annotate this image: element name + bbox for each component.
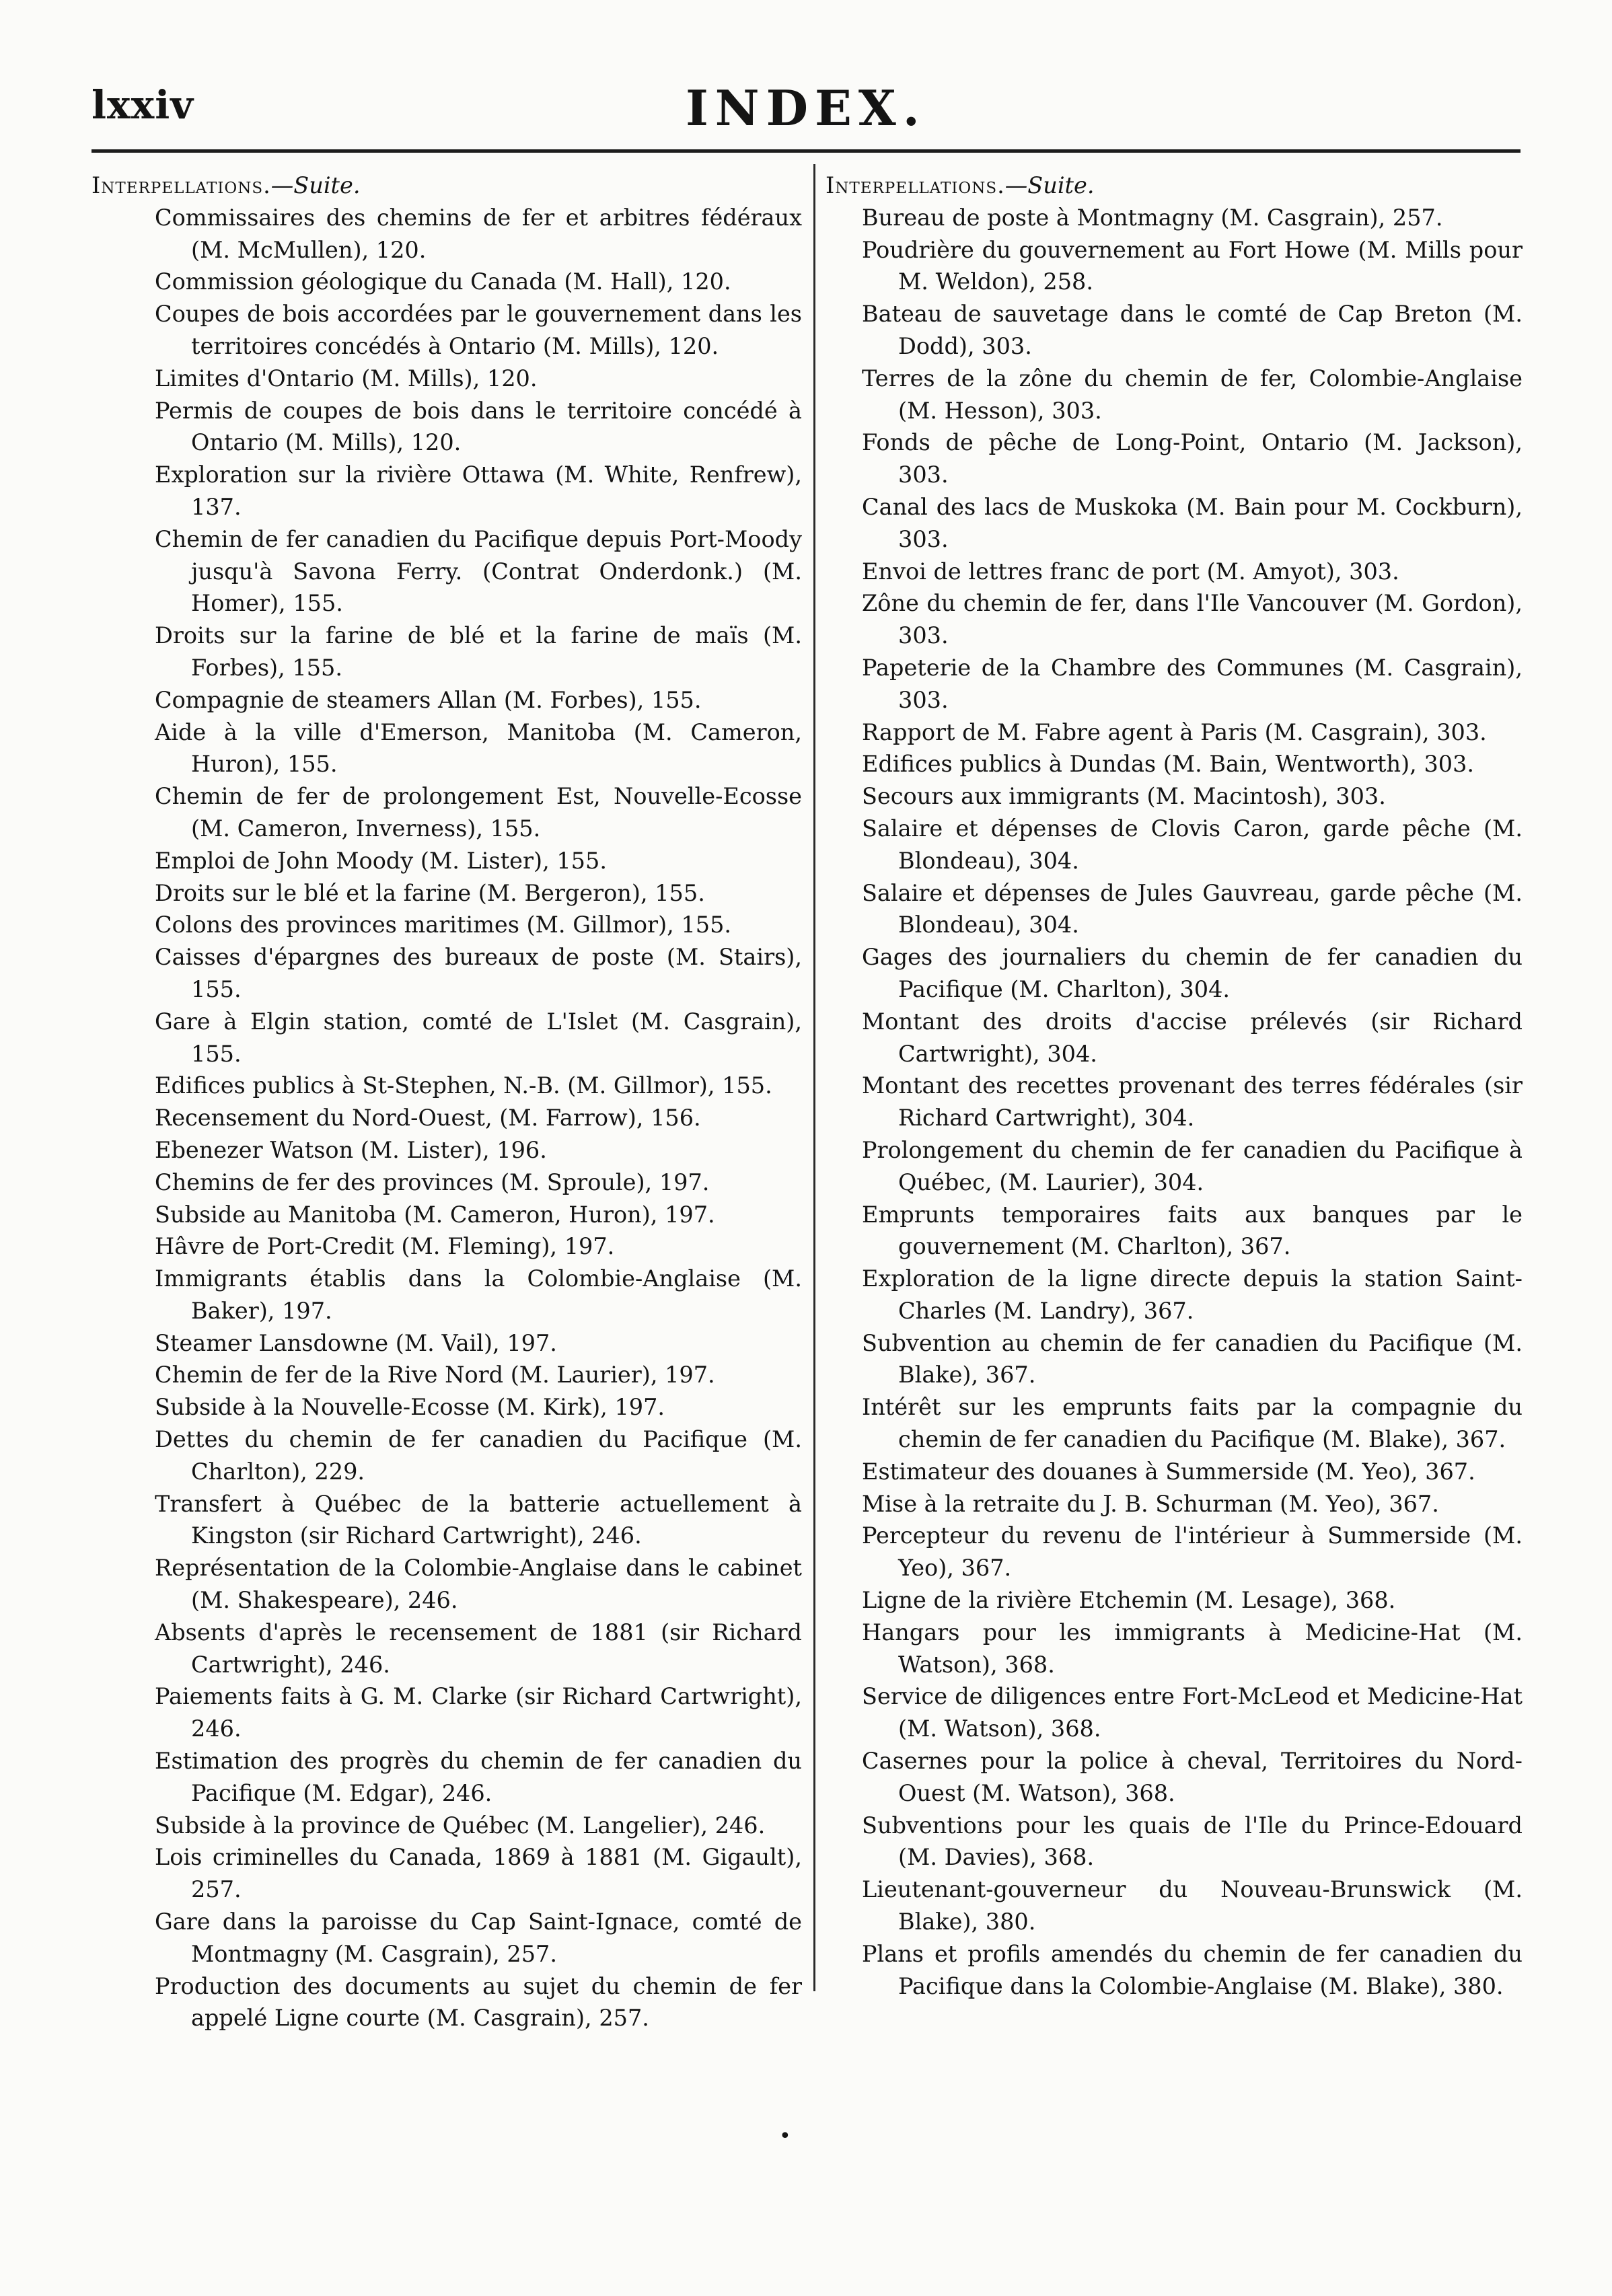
index-entry: Salaire et dépenses de Clovis Caron, garde pêche (M. Blondeau), 304. bbox=[862, 815, 1523, 874]
index-entry: Subventions pour les quais de l'Ile du Prince-Edouard (M. Davies), 368. bbox=[862, 1812, 1523, 1871]
index-entry: Recensement du Nord-Ouest, (M. Farrow), 156. bbox=[155, 1105, 701, 1132]
index-entry: Service de diligences entre Fort-McLeod et Medicine-Hat (M. Watson), 368. bbox=[862, 1683, 1523, 1742]
heading-label: Interpellations. bbox=[826, 172, 1005, 198]
index-entry: Représentation de la Colombie-Anglaise dans le cabinet (M. Shakespeare), 246. bbox=[155, 1555, 802, 1614]
index-entry: Hâvre de Port-Credit (M. Fleming), 197. bbox=[155, 1233, 615, 1260]
index-entry: Chemin de fer de prolongement Est, Nouvelle-Ecosse (M. Cameron, Inverness), 155. bbox=[155, 783, 802, 842]
index-entry: Droits sur la farine de blé et la farine de maïs (M. Forbes), 155. bbox=[155, 622, 802, 681]
header-rule bbox=[91, 149, 1521, 153]
left-column bbox=[91, 170, 802, 2034]
index-entry: Estimateur des douanes à Summerside (M. Yeo), 367. bbox=[862, 1458, 1475, 1485]
right-entry-list bbox=[826, 202, 1523, 2003]
page-title: INDEX. bbox=[686, 79, 926, 137]
index-entry: Montant des recettes provenant des terres fédérales (sir Richard Cartwright), 304. bbox=[862, 1072, 1523, 1132]
index-entry: Rapport de M. Fabre agent à Paris (M. Casgrain), 303. bbox=[862, 718, 1487, 745]
index-entry: Paiements faits à G. M. Clarke (sir Richard Cartwright), 246. bbox=[155, 1683, 802, 1742]
index-entry: Salaire et dépenses de Jules Gauvreau, garde pêche (M. Blondeau), 304. bbox=[862, 879, 1523, 938]
index-entry: Percepteur du revenu de l'intérieur à Summerside (M. Yeo), 367. bbox=[862, 1522, 1523, 1582]
index-entry: Coupes de bois accordées par le gouvernement dans les territoires concédés à Ontario (M. Mills), 120. bbox=[155, 301, 802, 359]
index-entry: Commission géologique du Canada (M. Hall), 120. bbox=[155, 268, 731, 295]
index-entry: Bureau de poste à Montmagny (M. Casgrain), 257. bbox=[862, 204, 1443, 231]
index-entry: Papeterie de la Chambre des Communes (M. Casgrain), 303. bbox=[862, 654, 1523, 713]
index-entry: Hangars pour les immigrants à Medicine-Hat (M. Watson), 368. bbox=[862, 1619, 1523, 1678]
index-entry: Transfert à Québec de la batterie actuellement à Kingston (sir Richard Cartwright), 246. bbox=[155, 1490, 802, 1549]
index-entry: Zône du chemin de fer, dans l'Ile Vancouver (M. Gordon), 303. bbox=[862, 590, 1523, 649]
index-entry: Aide à la ville d'Emerson, Manitoba (M. Cameron, Huron), 155. bbox=[155, 718, 802, 778]
index-entry: Emprunts temporaires faits aux banques par le gouvernement (M. Charlton), 367. bbox=[862, 1201, 1523, 1260]
index-entry: Ligne de la rivière Etchemin (M. Lesage), 368. bbox=[862, 1587, 1396, 1614]
index-entry: Prolongement du chemin de fer canadien du Pacifique à Québec, (M. Laurier), 304. bbox=[862, 1136, 1523, 1195]
index-entry: Secours aux immigrants (M. Macintosh), 303. bbox=[862, 783, 1386, 810]
right-column-heading bbox=[826, 170, 1523, 202]
index-entry: Terres de la zône du chemin de fer, Colombie-Anglaise (M. Hesson), 303. bbox=[862, 365, 1523, 424]
page-number: lxxiv bbox=[91, 82, 194, 128]
index-entry: Lieutenant-gouverneur du Nouveau-Brunswick (M. Blake), 380. bbox=[862, 1876, 1523, 1935]
index-entry: Colons des provinces maritimes (M. Gillmor), 155. bbox=[155, 912, 732, 938]
index-entry: Envoi de lettres franc de port (M. Amyot), 303. bbox=[862, 558, 1399, 585]
index-entry: Edifices publics à Dundas (M. Bain, Wentworth), 303. bbox=[862, 751, 1475, 778]
heading-label: Interpellations. bbox=[91, 172, 271, 198]
column-divider bbox=[813, 164, 815, 1991]
index-entry: Chemin de fer canadien du Pacifique depuis Port-Moody jusqu'à Savona Ferry. (Contrat Onderdonk.) (M. Homer), 155. bbox=[155, 525, 802, 617]
index-entry: Chemins de fer des provinces (M. Sproule), 197. bbox=[155, 1169, 710, 1195]
index-entry: Compagnie de steamers Allan (M. Forbes), 155. bbox=[155, 686, 702, 713]
index-entry: Exploration de la ligne directe depuis la station Saint-Charles (M. Landry), 367. bbox=[862, 1265, 1523, 1324]
index-entry: Fonds de pêche de Long-Point, Ontario (M. Jackson), 303. bbox=[862, 429, 1523, 488]
index-entry: Subvention au chemin de fer canadien du Pacifique (M. Blake), 367. bbox=[862, 1329, 1523, 1388]
index-entry: Exploration sur la rivière Ottawa (M. White, Renfrew), 137. bbox=[155, 461, 802, 520]
index-entry: Absents d'après le recensement de 1881 (sir Richard Cartwright), 246. bbox=[155, 1619, 802, 1678]
index-entry: Production des documents au sujet du chemin de fer appelé Ligne courte (M. Casgrain), 257. bbox=[155, 1972, 802, 2032]
right-column bbox=[826, 170, 1523, 2002]
index-entry: Caisses d'épargnes des bureaux de poste (M. Stairs), 155. bbox=[155, 944, 802, 1002]
index-entry: Plans et profils amendés du chemin de fer canadien du Pacifique dans la Colombie-Anglaise (M. Blake), 380. bbox=[862, 1940, 1523, 1999]
index-entry: Casernes pour la police à cheval, Territoires du Nord-Ouest (M. Watson), 368. bbox=[862, 1748, 1523, 1806]
left-column-heading bbox=[91, 170, 802, 202]
index-entry: Subside à la Nouvelle-Ecosse (M. Kirk), 197. bbox=[155, 1394, 665, 1421]
footer-mark: • bbox=[779, 2124, 791, 2148]
index-entry: Dettes du chemin de fer canadien du Pacifique (M. Charlton), 229. bbox=[155, 1426, 802, 1485]
index-entry: Chemin de fer de la Rive Nord (M. Laurier), 197. bbox=[155, 1362, 715, 1388]
index-entry: Steamer Lansdowne (M. Vail), 197. bbox=[155, 1329, 557, 1356]
index-entry: Gages des journaliers du chemin de fer canadien du Pacifique (M. Charlton), 304. bbox=[862, 944, 1523, 1002]
index-entry: Bateau de sauvetage dans le comté de Cap Breton (M. Dodd), 303. bbox=[862, 301, 1523, 359]
index-entry: Permis de coupes de bois dans le territoire concédé à Ontario (M. Mills), 120. bbox=[155, 397, 802, 456]
index-entry: Intérêt sur les emprunts faits par la compagnie du chemin de fer canadien du Pacifique (M. Blake), 367. bbox=[862, 1394, 1523, 1453]
index-entry: Poudrière du gouvernement au Fort Howe (M. Mills pour M. Weldon), 258. bbox=[862, 236, 1523, 295]
index-entry: Ebenezer Watson (M. Lister), 196. bbox=[155, 1136, 547, 1163]
index-entry: Subside à la province de Québec (M. Langelier), 246. bbox=[155, 1812, 766, 1839]
index-entry: Commissaires des chemins de fer et arbitres fédéraux (M. McMullen), 120. bbox=[155, 204, 802, 263]
index-entry: Mise à la retraite du J. B. Schurman (M. Yeo), 367. bbox=[862, 1490, 1439, 1517]
index-entry: Montant des droits d'accise prélevés (sir Richard Cartwright), 304. bbox=[862, 1008, 1523, 1067]
index-entry: Canal des lacs de Muskoka (M. Bain pour M. Cockburn), 303. bbox=[862, 493, 1523, 552]
heading-suffix: —Suite. bbox=[1004, 172, 1095, 198]
index-entry: Limites d'Ontario (M. Mills), 120. bbox=[155, 365, 538, 392]
index-entry: Edifices publics à St-Stephen, N.-B. (M. Gillmor), 155. bbox=[155, 1072, 772, 1099]
index-entry: Gare à Elgin station, comté de L'Islet (M. Casgrain), 155. bbox=[155, 1008, 802, 1067]
index-entry: Droits sur le blé et la farine (M. Bergeron), 155. bbox=[155, 879, 705, 906]
index-entry: Emploi de John Moody (M. Lister), 155. bbox=[155, 847, 607, 874]
index-entry: Estimation des progrès du chemin de fer canadien du Pacifique (M. Edgar), 246. bbox=[155, 1748, 802, 1806]
index-entry: Immigrants établis dans la Colombie-Anglaise (M. Baker), 197. bbox=[155, 1265, 802, 1324]
index-entry: Subside au Manitoba (M. Cameron, Huron), 197. bbox=[155, 1201, 715, 1228]
index-entry: Gare dans la paroisse du Cap Saint-Ignace, comté de Montmagny (M. Casgrain), 257. bbox=[155, 1909, 802, 1967]
left-entry-list bbox=[91, 202, 802, 2034]
heading-suffix: —Suite. bbox=[270, 172, 361, 198]
index-entry: Lois criminelles du Canada, 1869 à 1881 (M. Gigault), 257. bbox=[155, 1844, 802, 1903]
